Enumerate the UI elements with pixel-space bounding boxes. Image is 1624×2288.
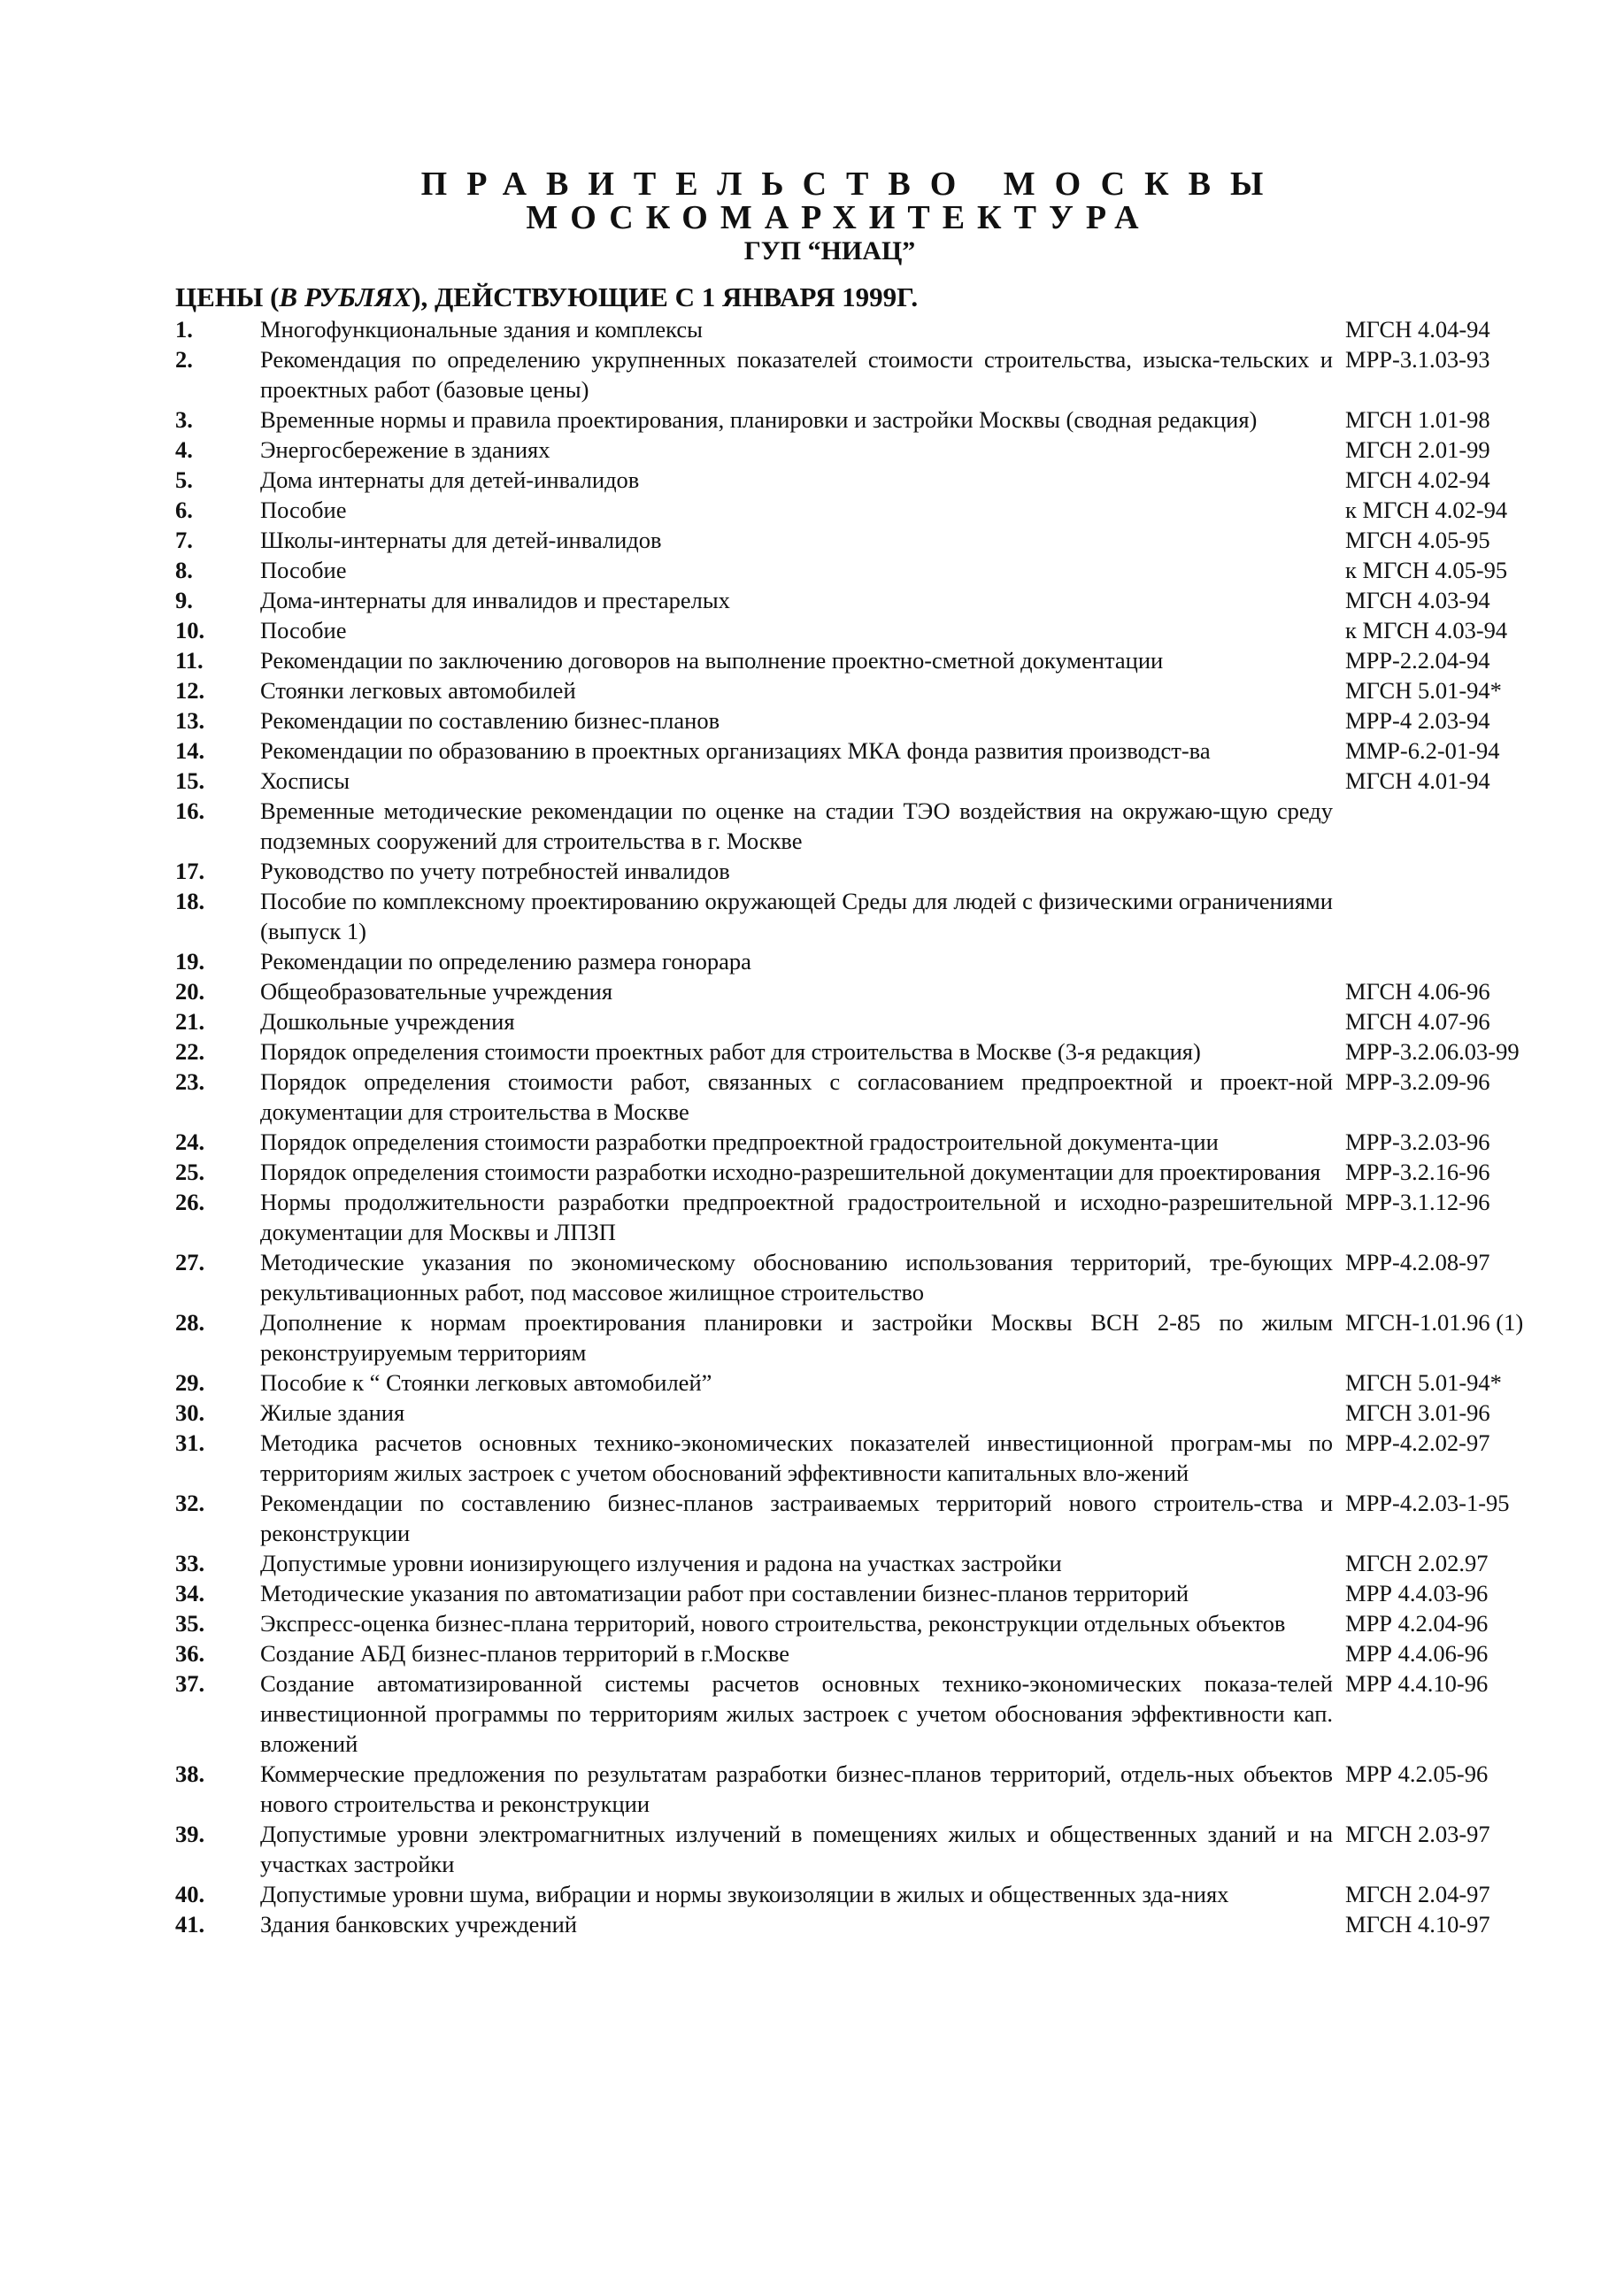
item-number: 30.	[175, 1399, 205, 1426]
item-number: 12.	[175, 677, 205, 704]
item-number: 17.	[175, 858, 205, 884]
item-number: 14.	[175, 737, 205, 764]
item-code: МРР-3.1.12-96	[1345, 1189, 1490, 1215]
item-code: МГСН 4.07-96	[1345, 1008, 1490, 1035]
item-code: МРР-3.1.03-93	[1345, 346, 1490, 373]
list-item	[175, 1157, 1556, 1187]
item-title: Многофункциональные здания и комплексы	[260, 316, 703, 343]
item-code: к МГСН 4.02-94	[1345, 497, 1508, 523]
item-title: Методические указания по экономическому обоснованию использования территорий, тре-бующих рекультивационных работ, под массовое жилищное строительство	[260, 1249, 1333, 1306]
item-number: 16.	[175, 797, 205, 824]
item-title: Хосписы	[260, 767, 350, 794]
item-title: Временные нормы и правила проектирования, планировки и застройки Москвы (сводная редакция)	[260, 406, 1258, 433]
list-item	[175, 465, 1556, 495]
item-code: МРР-3.2.09-96	[1345, 1068, 1490, 1095]
list-item	[175, 1428, 1556, 1488]
item-code: МРР-4.2.02-97	[1345, 1429, 1490, 1456]
list-item	[175, 555, 1556, 585]
item-title: Пособие	[260, 617, 347, 643]
item-title: Пособие по комплексному проектированию окружающей Среды для людей с физическими ограничениями (выпуск 1)	[260, 888, 1333, 944]
item-number: 21.	[175, 1008, 205, 1035]
list-item	[175, 1036, 1556, 1067]
item-number: 18.	[175, 888, 205, 914]
item-code: МРР 4.4.06-96	[1345, 1640, 1489, 1667]
list-item	[175, 946, 1556, 976]
item-title: Порядок определения стоимости разработки исходно-разрешительной документации для проектирования	[260, 1159, 1321, 1185]
list-item	[175, 1548, 1556, 1578]
list-item	[175, 1759, 1556, 1819]
unit-title: ГУП “НИАЦ”	[743, 236, 916, 266]
item-code: МГСН 4.04-94	[1345, 316, 1490, 343]
item-code: МРР-4.2.08-97	[1345, 1249, 1490, 1275]
list-item	[175, 1488, 1556, 1548]
item-number: 4.	[175, 436, 193, 463]
item-title: Методические указания по автоматизации работ при составлении бизнес-планов территорий	[260, 1580, 1189, 1606]
list-item	[175, 976, 1556, 1006]
item-title: Дополнение к нормам проектирования планировки и застройки Москвы ВСН 2-85 по жилым реконструируемым территориям	[260, 1309, 1333, 1366]
item-number: 5.	[175, 466, 193, 493]
item-number: 7.	[175, 527, 193, 553]
item-number: 2.	[175, 346, 193, 373]
item-title: Рекомендации по составлению бизнес-планов	[260, 707, 720, 734]
list-item	[175, 1819, 1556, 1879]
item-code: МРР-3.2.03-96	[1345, 1129, 1490, 1155]
item-title: Дома интернаты для детей-инвалидов	[260, 466, 640, 493]
list-item	[175, 1398, 1556, 1428]
item-number: 8.	[175, 557, 193, 583]
item-code: МГСН 5.01-94*	[1345, 1369, 1502, 1396]
item-code: МГСН-1.01.96 (1)	[1345, 1309, 1524, 1336]
item-title: Порядок определения стоимости работ, связанных с согласованием предпроектной и проект-ной документации для строительства в Москве	[260, 1068, 1333, 1125]
item-number: 13.	[175, 707, 205, 734]
list-item	[175, 675, 1556, 705]
item-title: Нормы продолжительности разработки предпроектной градостроительной и исходно-разрешительной документации для Москвы и ЛПЗП	[260, 1189, 1333, 1245]
item-number: 6.	[175, 497, 193, 523]
list-item	[175, 1367, 1556, 1398]
list-item	[175, 1608, 1556, 1638]
list-item	[175, 585, 1556, 615]
list-item	[175, 344, 1556, 404]
item-number: 36.	[175, 1640, 205, 1667]
item-code: МРР-3.2.06.03-99	[1345, 1038, 1520, 1065]
item-number: 10.	[175, 617, 205, 643]
item-title: Школы-интернаты для детей-инвалидов	[260, 527, 662, 553]
item-code: МРР-2.2.04-94	[1345, 647, 1490, 674]
list-item	[175, 495, 1556, 525]
item-title: Дома-интернаты для инвалидов и престарелых	[260, 587, 730, 613]
document-list	[175, 314, 1556, 1939]
list-item	[175, 314, 1556, 344]
list-item	[175, 525, 1556, 555]
item-title: Жилые здания	[260, 1399, 405, 1426]
list-item	[175, 1187, 1556, 1247]
item-code: МРР-4.2.03-1-95	[1345, 1490, 1510, 1516]
item-code: к МГСН 4.05-95	[1345, 557, 1508, 583]
item-title: Порядок определения стоимости проектных работ для строительства в Москве (3-я редакция)	[260, 1038, 1201, 1065]
item-title: Здания банковских учреждений	[260, 1911, 577, 1937]
item-number: 32.	[175, 1490, 205, 1516]
item-code: МГСН 4.01-94	[1345, 767, 1490, 794]
item-code: МГСН 4.02-94	[1345, 466, 1490, 493]
item-number: 25.	[175, 1159, 205, 1185]
item-number: 28.	[175, 1309, 205, 1336]
item-number: 33.	[175, 1550, 205, 1576]
item-title: Рекомендации по составлению бизнес-планов застраиваемых территорий нового строитель-ства и реконструкции	[260, 1490, 1333, 1546]
item-title: Рекомендации по определению размера гонорара	[260, 948, 751, 975]
item-code: МРР-3.2.16-96	[1345, 1159, 1490, 1185]
list-item	[175, 1247, 1556, 1307]
item-code: МГСН 4.06-96	[1345, 978, 1490, 1005]
item-title: Порядок определения стоимости разработки предпроектной градостроительной документа-ции	[260, 1129, 1219, 1155]
item-title: Пособие	[260, 497, 347, 523]
list-item	[175, 856, 1556, 886]
item-number: 11.	[175, 647, 204, 674]
list-item	[175, 1638, 1556, 1668]
item-number: 24.	[175, 1129, 205, 1155]
item-code: МГСН 2.01-99	[1345, 436, 1490, 463]
item-code: МГСН 4.03-94	[1345, 587, 1490, 613]
item-number: 34.	[175, 1580, 205, 1606]
item-number: 19.	[175, 948, 205, 975]
item-number: 9.	[175, 587, 193, 613]
prices-heading	[175, 281, 918, 313]
item-title: Коммерческие предложения по результатам разработки бизнес-планов территорий, отдель-ных объектов нового строительства и реконструкции	[260, 1760, 1333, 1817]
item-title: Допустимые уровни шума, вибрации и нормы звукоизоляции в жилых и общественных зда-ниях	[260, 1881, 1229, 1907]
item-title: Допустимые уровни ионизирующего излучения и радона на участках застройки	[260, 1550, 1062, 1576]
list-item	[175, 645, 1556, 675]
item-code: МГСН 5.01-94*	[1345, 677, 1502, 704]
prices-heading-prefix: ЦЕНЫ (	[175, 281, 280, 312]
list-item	[175, 1578, 1556, 1608]
item-title: Стоянки легковых автомобилей	[260, 677, 576, 704]
item-number: 3.	[175, 406, 193, 433]
list-item	[175, 1307, 1556, 1367]
government-title: ПРАВИТЕЛЬСТВО МОСКВЫ	[420, 166, 1283, 203]
list-item	[175, 705, 1556, 736]
item-number: 20.	[175, 978, 205, 1005]
item-code: ММР-6.2-01-94	[1345, 737, 1500, 764]
item-title: Энергосбережение в зданиях	[260, 436, 550, 463]
item-number: 27.	[175, 1249, 205, 1275]
item-title: Рекомендация по определению укрупненных показателей стоимости строительства, изыска-тельских и проектных работ (базовые цены)	[260, 346, 1333, 403]
item-title: Пособие	[260, 557, 347, 583]
item-number: 1.	[175, 316, 193, 343]
item-number: 39.	[175, 1821, 205, 1847]
item-number: 37.	[175, 1670, 205, 1697]
item-title: Руководство по учету потребностей инвалидов	[260, 858, 730, 884]
item-title: Временные методические рекомендации по оценке на стадии ТЭО воздействия на окружаю-щую среду подземных сооружений для строительства в г. Москве	[260, 797, 1333, 854]
list-item	[175, 796, 1556, 856]
item-number: 38.	[175, 1760, 205, 1787]
list-item	[175, 1006, 1556, 1036]
list-item	[175, 736, 1556, 766]
item-code: МГСН 2.02.97	[1345, 1550, 1489, 1576]
item-title: Дошкольные учреждения	[260, 1008, 515, 1035]
list-item	[175, 1668, 1556, 1759]
item-number: 35.	[175, 1610, 205, 1637]
item-title: Общеобразовательные учреждения	[260, 978, 613, 1005]
item-title: Создание АБД бизнес-планов территорий в г.Москве	[260, 1640, 789, 1667]
document-header	[0, 166, 1624, 267]
item-code: МГСН 1.01-98	[1345, 406, 1490, 433]
item-code: МРР 4.4.10-96	[1345, 1670, 1489, 1697]
item-number: 15.	[175, 767, 205, 794]
item-title: Рекомендации по заключению договоров на выполнение проектно-сметной документации	[260, 647, 1164, 674]
item-title: Рекомендации по образованию в проектных организациях МКА фонда развития производст-ва	[260, 737, 1211, 764]
item-number: 29.	[175, 1369, 205, 1396]
item-number: 26.	[175, 1189, 205, 1215]
list-item	[175, 1127, 1556, 1157]
item-number: 23.	[175, 1068, 205, 1095]
item-code: МГСН 2.04-97	[1345, 1881, 1490, 1907]
item-number: 40.	[175, 1881, 205, 1907]
prices-heading-currency: В РУБЛЯХ	[279, 281, 412, 312]
list-item	[175, 1909, 1556, 1939]
item-title: Пособие к “ Стоянки легковых автомобилей”	[260, 1369, 712, 1396]
item-title: Создание автоматизированной системы расчетов основных технико-экономических показа-телей инвестиционной программы по территориям жилых застроек с учетом обоснования эффективности кап. вложений	[260, 1670, 1333, 1757]
item-code: МГСН 2.03-97	[1345, 1821, 1490, 1847]
list-item	[175, 404, 1556, 435]
item-title: Экспресс-оценка бизнес-плана территорий, нового строительства, реконструкции отдельных объектов	[260, 1610, 1286, 1637]
item-number: 31.	[175, 1429, 205, 1456]
item-code: МРР 4.4.03-96	[1345, 1580, 1489, 1606]
item-code: МРР 4.2.05-96	[1345, 1760, 1489, 1787]
list-item	[175, 1067, 1556, 1127]
item-code: МГСН 3.01-96	[1345, 1399, 1490, 1426]
item-code: МГСН 4.05-95	[1345, 527, 1490, 553]
item-code: к МГСН 4.03-94	[1345, 617, 1508, 643]
list-item	[175, 1879, 1556, 1909]
item-title: Методика расчетов основных технико-экономических показателей инвестиционной програм-мы по территориям жилых застроек с учетом обоснований эффективности капитальных вло-жений	[260, 1429, 1333, 1486]
item-code: МГСН 4.10-97	[1345, 1911, 1490, 1937]
list-item	[175, 886, 1556, 946]
item-code: МРР 4.2.04-96	[1345, 1610, 1489, 1637]
prices-heading-suffix: ), ДЕЙСТВУЮЩИЕ С 1 ЯНВАРЯ 1999Г.	[412, 281, 919, 312]
list-item	[175, 435, 1556, 465]
list-item	[175, 615, 1556, 645]
item-number: 22.	[175, 1038, 205, 1065]
item-title: Допустимые уровни электромагнитных излучений в помещениях жилых и общественных зданий и на участках застройки	[260, 1821, 1333, 1877]
item-number: 41.	[175, 1911, 205, 1937]
item-code: МРР-4 2.03-94	[1345, 707, 1490, 734]
list-item	[175, 766, 1556, 796]
organization-title: МОСКОМАРХИТЕКТУРА	[526, 199, 1151, 236]
